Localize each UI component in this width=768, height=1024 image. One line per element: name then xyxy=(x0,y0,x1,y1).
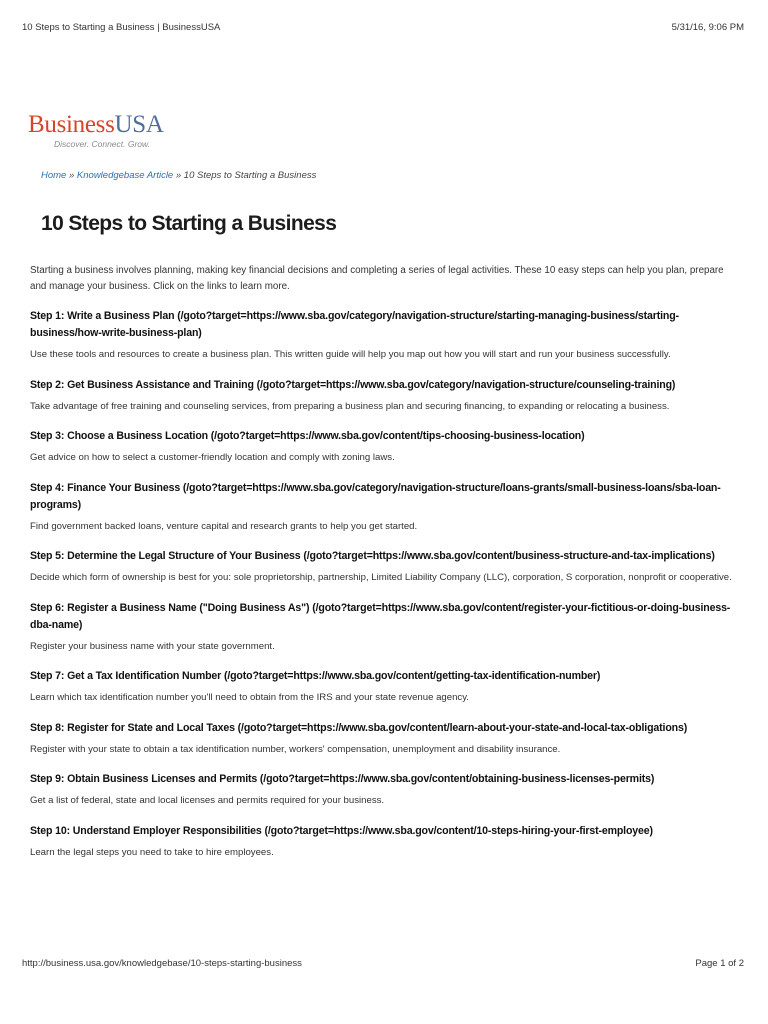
step-description: Find government backed loans, venture capital and research grants to help you get started. xyxy=(30,520,418,532)
businessusa-logo[interactable] xyxy=(28,112,228,149)
step-title-link[interactable]: Step 6: Register a Business Name ("Doing Business As") (/goto?target=https://www.sba.gov/content/register-your-fictitious-or-doing-business-dba-name) xyxy=(30,601,731,631)
breadcrumb-separator: » xyxy=(68,170,75,181)
step-item xyxy=(30,548,742,586)
breadcrumb-current: 10 Steps to Starting a Business xyxy=(183,170,317,181)
print-header xyxy=(0,0,768,40)
print-header-title: 10 Steps to Starting a Business | BusinessUSA xyxy=(22,22,221,33)
breadcrumb xyxy=(41,170,316,181)
print-header-datetime: 5/31/16, 9:06 PM xyxy=(671,22,744,33)
step-title-link[interactable]: Step 8: Register for State and Local Taxes (/goto?target=https://www.sba.gov/content/learn-about-your-state-and-local-tax-obligations) xyxy=(30,721,688,734)
step-title-link[interactable]: Step 9: Obtain Business Licenses and Permits (/goto?target=https://www.sba.gov/content/obtaining-business-licenses-permits) xyxy=(30,773,655,785)
step-description: Use these tools and resources to create a business plan. This written guide will help you map out how you will start and run your business successfully. xyxy=(30,349,671,360)
step-description: Get advice on how to select a customer-friendly location and comply with zoning laws. xyxy=(30,452,395,463)
step-title-link[interactable]: Step 5: Determine the Legal Structure of Your Business (/goto?target=https://www.sba.gov/content/business-structure-and-tax-implications) xyxy=(30,550,715,562)
step-item xyxy=(30,668,742,706)
print-footer-url: http://business.usa.gov/knowledgebase/10-steps-starting-business xyxy=(22,958,302,969)
step-item xyxy=(30,377,742,415)
logo-tagline: Discover. Connect. Grow. xyxy=(54,139,151,149)
step-item xyxy=(30,600,742,655)
step-title-link[interactable]: Step 10: Understand Employer Responsibilities (/goto?target=https://www.sba.gov/content/10-steps-hiring-your-first-employee) xyxy=(30,824,653,837)
step-description: Register with your state to obtain a tax identification number, workers' compensation, unemployment and disability insurance. xyxy=(30,743,561,755)
logo-wordmark-usa: USA xyxy=(114,111,164,138)
step-description: Take advantage of free training and counseling services, from preparing a business plan and securing financing, to expanding or relocating a business. xyxy=(30,400,670,412)
step-title-link[interactable]: Step 2: Get Business Assistance and Training (/goto?target=https://www.sba.gov/category/navigation-structure/counseling-training) xyxy=(30,378,676,391)
step-item xyxy=(30,308,742,363)
step-title-link[interactable]: Step 1: Write a Business Plan (/goto?target=https://www.sba.gov/category/navigation-structure/starting-managing-business/starting-business/how-write-business-plan) xyxy=(30,310,679,339)
breadcrumb-home-link[interactable]: Home xyxy=(41,170,67,181)
step-item xyxy=(30,720,742,758)
print-footer-page-number: Page 1 of 2 xyxy=(695,958,744,969)
logo-wordmark xyxy=(28,112,228,138)
step-description: Register your business name with your state government. xyxy=(30,640,275,652)
step-description: Get a list of federal, state and local licenses and permits required for your business. xyxy=(30,795,385,806)
step-item xyxy=(30,771,742,809)
step-description: Learn the legal steps you need to take to hire employees. xyxy=(30,846,274,858)
step-title-link[interactable]: Step 7: Get a Tax Identification Number (/goto?target=https://www.sba.gov/content/getting-tax-identification-number) xyxy=(30,670,601,682)
step-item xyxy=(30,823,742,861)
step-item xyxy=(30,428,742,466)
step-title-link[interactable]: Step 3: Choose a Business Location (/goto?target=https://www.sba.gov/content/tips-choosing-business-location) xyxy=(30,430,585,442)
step-item xyxy=(30,480,742,535)
page-title: 10 Steps to Starting a Business xyxy=(41,212,337,235)
breadcrumb-section-link[interactable]: Knowledgebase Article xyxy=(76,170,174,181)
article-body xyxy=(30,263,742,874)
article-intro: Starting a business involves planning, making key financial decisions and completing a series of legal activities. These 10 easy steps can help you plan, prepare and manage your business. Click on the links to learn more. xyxy=(30,265,724,292)
step-description: Learn which tax identification number you'll need to obtain from the IRS and your state revenue agency. xyxy=(30,692,469,703)
breadcrumb-separator: » xyxy=(175,170,182,181)
step-title-link[interactable]: Step 4: Finance Your Business (/goto?target=https://www.sba.gov/category/navigation-structure/loans-grants/small-business-loans/sba-loan-programs) xyxy=(30,481,721,511)
step-description: Decide which form of ownership is best for you: sole proprietorship, partnership, Limited Liability Company (LLC), corporation, S corporation, nonprofit or cooperative. xyxy=(30,572,732,583)
logo-wordmark-business: Business xyxy=(28,111,115,138)
